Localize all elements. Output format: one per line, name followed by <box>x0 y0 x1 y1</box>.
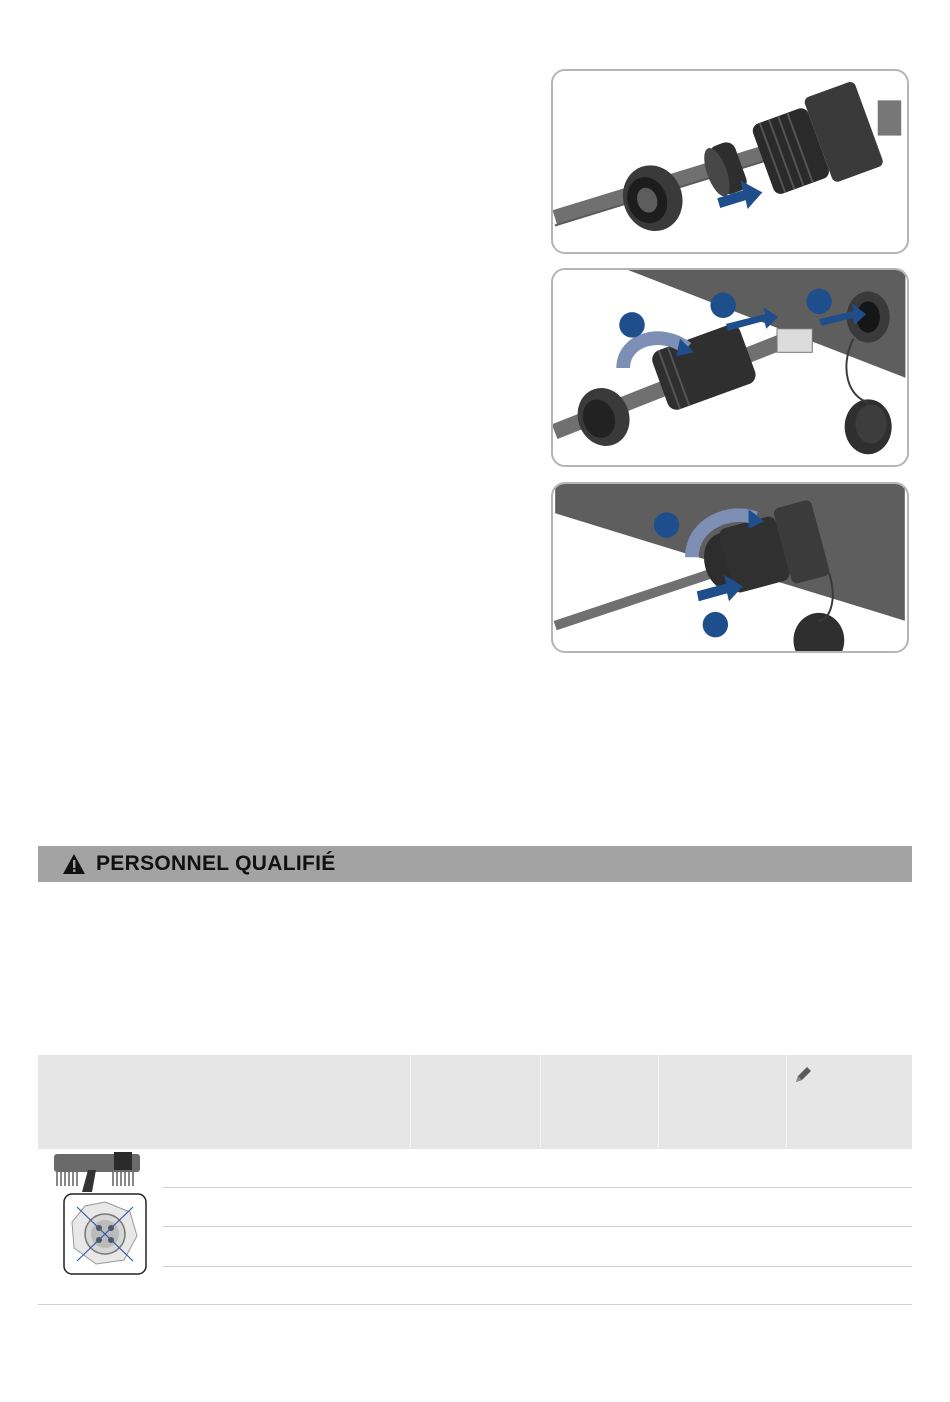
table-bottom-rule <box>38 1304 912 1305</box>
warning-triangle-icon <box>62 853 86 875</box>
table-row-divider <box>163 1226 912 1227</box>
figure-tighten-gland <box>551 482 909 653</box>
figure-cable-gland-assembly <box>551 69 909 254</box>
warning-title: PERSONNEL QUALIFIÉ <box>96 852 336 875</box>
qualified-personnel-warning <box>38 846 912 882</box>
callout-1 <box>619 312 644 337</box>
callout-3 <box>806 289 831 314</box>
cable-gland-illustration <box>553 71 907 252</box>
callout-1 <box>654 512 679 537</box>
table-header <box>38 1055 912 1149</box>
network-connector-icon <box>52 1152 150 1276</box>
pencil-icon <box>793 1065 813 1085</box>
table-row-divider <box>163 1187 912 1188</box>
callout-2 <box>703 612 728 637</box>
figure-plug-insertion <box>551 268 909 467</box>
table-row-divider <box>163 1266 912 1267</box>
tighten-gland-illustration <box>553 484 907 651</box>
plug-insertion-illustration <box>553 270 907 465</box>
callout-2 <box>710 293 735 318</box>
